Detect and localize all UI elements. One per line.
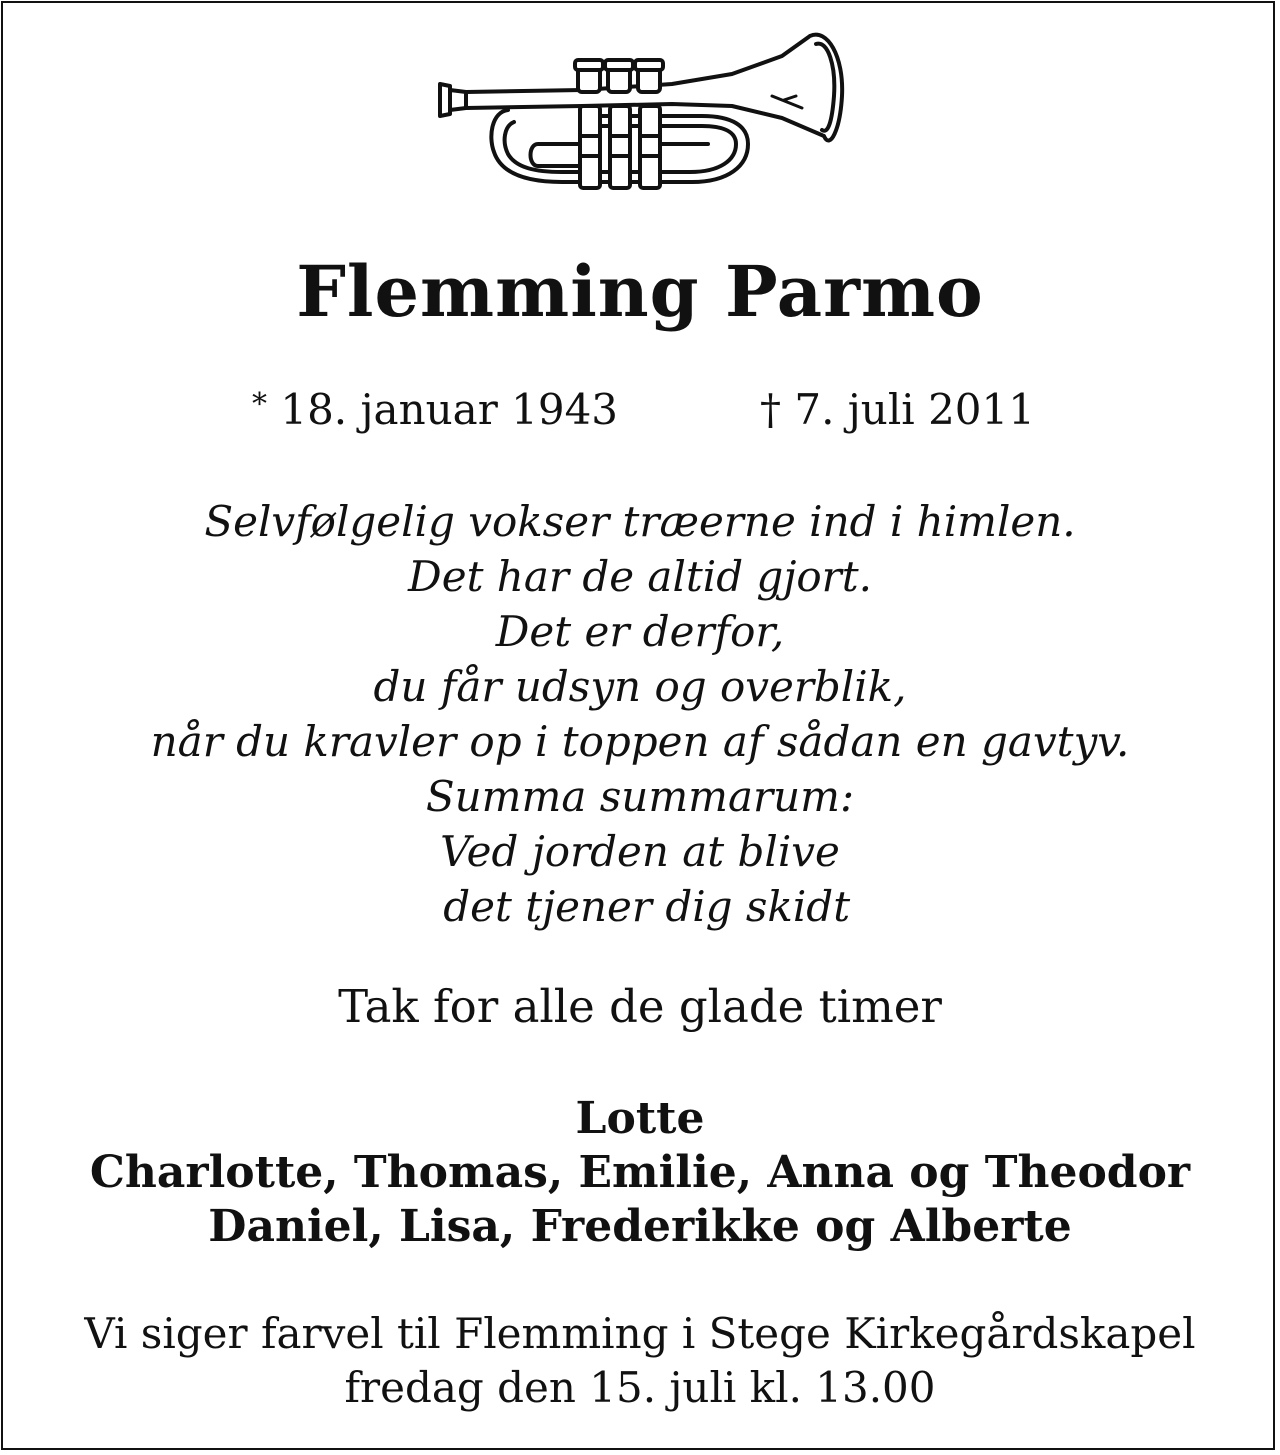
poem [0, 494, 1280, 934]
trumpet-icon [432, 26, 852, 196]
family-line: Daniel, Lisa, Frederikke og Alberte [208, 1201, 1072, 1252]
funeral-info [0, 1307, 1280, 1415]
poem-line: det tjener dig skidt [429, 882, 851, 931]
death-date-text: 7. juli 2011 [794, 385, 1035, 434]
poem-line: du får udsyn og overblik, [373, 662, 907, 711]
funeral-line: Vi siger farvel til Flemming i Stege Kirkegårdskapel [84, 1309, 1196, 1358]
cross-icon: † [760, 385, 781, 434]
poem-line: når du kravler op i toppen af sådan en gavtyv. [150, 717, 1130, 766]
deceased-name: Flemming Parmo [296, 250, 984, 333]
family-line: Lotte [575, 1093, 705, 1144]
poem-line: Det har de altid gjort. [408, 552, 872, 601]
poem-line: Det er derfor, [495, 607, 785, 656]
birth-symbol: * [252, 387, 267, 422]
poem-line: Summa summarum: [425, 772, 855, 821]
birth-date-text: 18. januar 1943 [280, 385, 619, 434]
death-date [760, 385, 1035, 434]
birth-date [252, 385, 618, 434]
family-line: Charlotte, Thomas, Emilie, Anna og Theodor [89, 1147, 1191, 1198]
poem-line: Selvfølgelig vokser træerne ind i himlen. [204, 497, 1076, 546]
funeral-line: fredag den 15. juli kl. 13.00 [344, 1363, 936, 1412]
family-names [0, 1092, 1280, 1254]
poem-line: Ved jorden at blive [440, 827, 840, 876]
thanks-line: Tak for alle de glade timer [338, 980, 942, 1033]
